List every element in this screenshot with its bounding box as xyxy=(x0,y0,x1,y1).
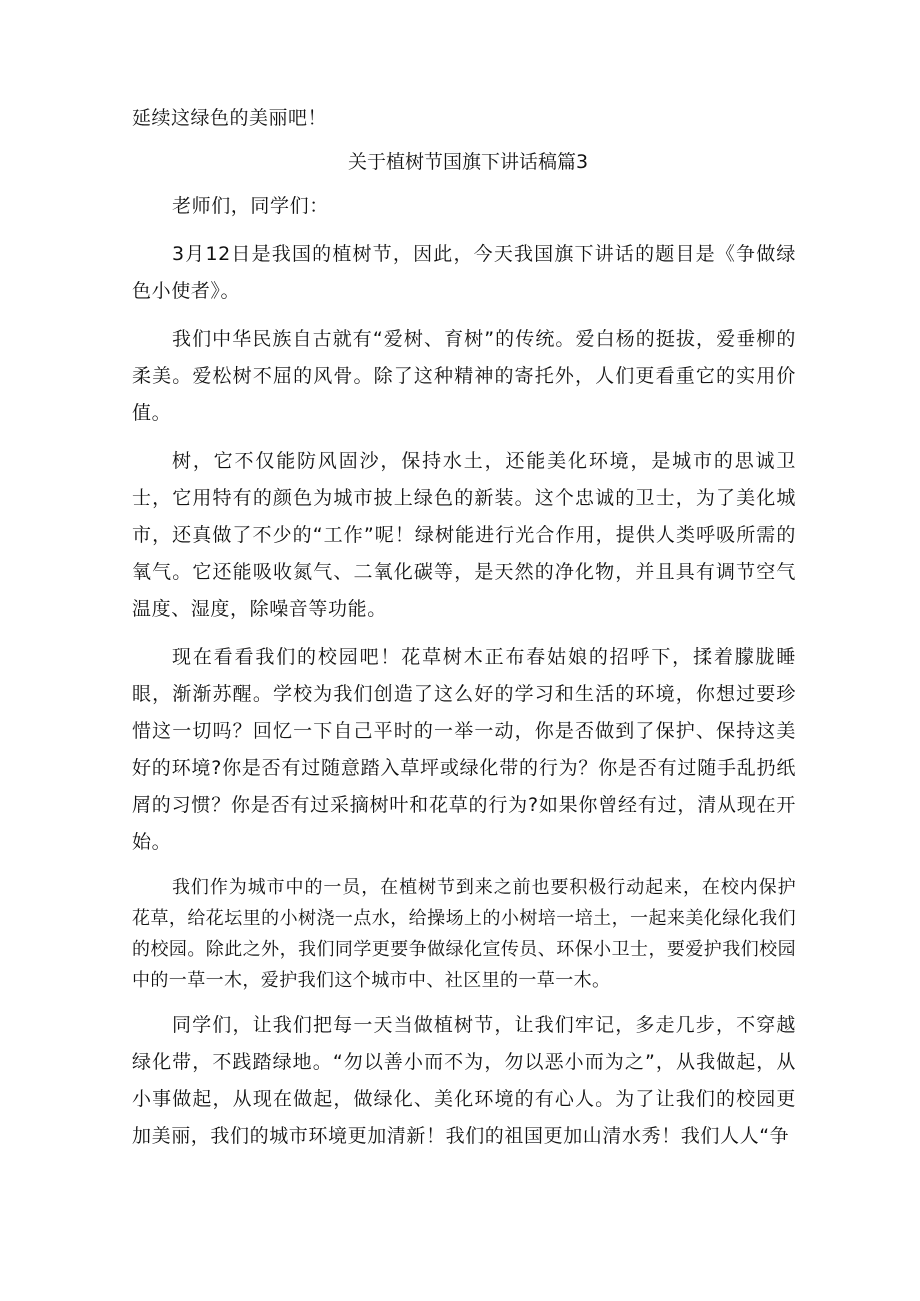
lead-line: 延续这绿色的美丽吧！ xyxy=(132,107,328,129)
speech-title: 关于植树节国旗下讲话稿篇3 xyxy=(347,151,589,173)
paragraph-campus: 现在看看我们的校园吧！花草树木正布春姑娘的招呼下，揉着朦胧睡眼，渐渐苏醒。学校为我们创造了这么好的学习和生活的环境，你想过要珍惜这一切吗？回忆一下自己平时的一举一动，你是否做到了保护、保持这美好的环境?你是否有过随意踏入草坪或绿化带的行为？你是否有过随手乱扔纸屑的习惯？你是否有过采摘树叶和花草的行为?如果你曾经有过，清从现在开始。 xyxy=(132,646,796,853)
salutation: 老师们，同学们： xyxy=(172,195,329,217)
paragraph-action: 我们作为城市中的一员，在植树节到来之前也要积极行动起来，在校内保护花草，给花坛里的小树浇一点水，给操场上的小树培一培土，一起来美化绿化我们的校园。除此之外，我们同学更要争做绿化宣传员、环保小卫士，要爱护我们校园中的一草一木，爱护我们这个城市中、社区里的一草一木。 xyxy=(132,877,796,991)
paragraph-tradition: 我们中华民族自古就有“爱树、育树”的传统。爱白杨的挺拔，爱垂柳的柔美。爱松树不屈的风骨。除了这种精神的寄托外，人们更看重它的实用价值。 xyxy=(132,328,796,424)
paragraph-topic: 3月12日是我国的植树节，因此，今天我国旗下讲话的题目是《争做绿色小使者》。 xyxy=(132,243,796,302)
document-body xyxy=(132,100,796,1166)
paragraph-tree-benefits: 树，它不仅能防风固沙，保持水土，还能美化环境，是城市的思诚卫士，它用特有的颜色为城市披上绿色的新装。这个忠诚的卫士，为了美化城市，还真做了不少的“工作”呢！绿树能进行光合作用，提供人类呼吸所需的氧气。它还能吸收氮气、二氧化碳等，是天然的净化物，并且具有调节空气温度、湿度，除噪音等功能。 xyxy=(132,450,796,620)
paragraph-closing: 同学们，让我们把每一天当做植树节，让我们牢记，多走几步，不穿越绿化带，不践踏绿地。“勿以善小而不为，勿以恶小而为之”，从我做起，从小事做起，从现在做起，做绿化、美化环境的有心人。为了让我们的校园更加美丽，我们的城市环境更加清新！我们的祖国更加山清水秀！我们人人“争 xyxy=(132,1014,796,1147)
